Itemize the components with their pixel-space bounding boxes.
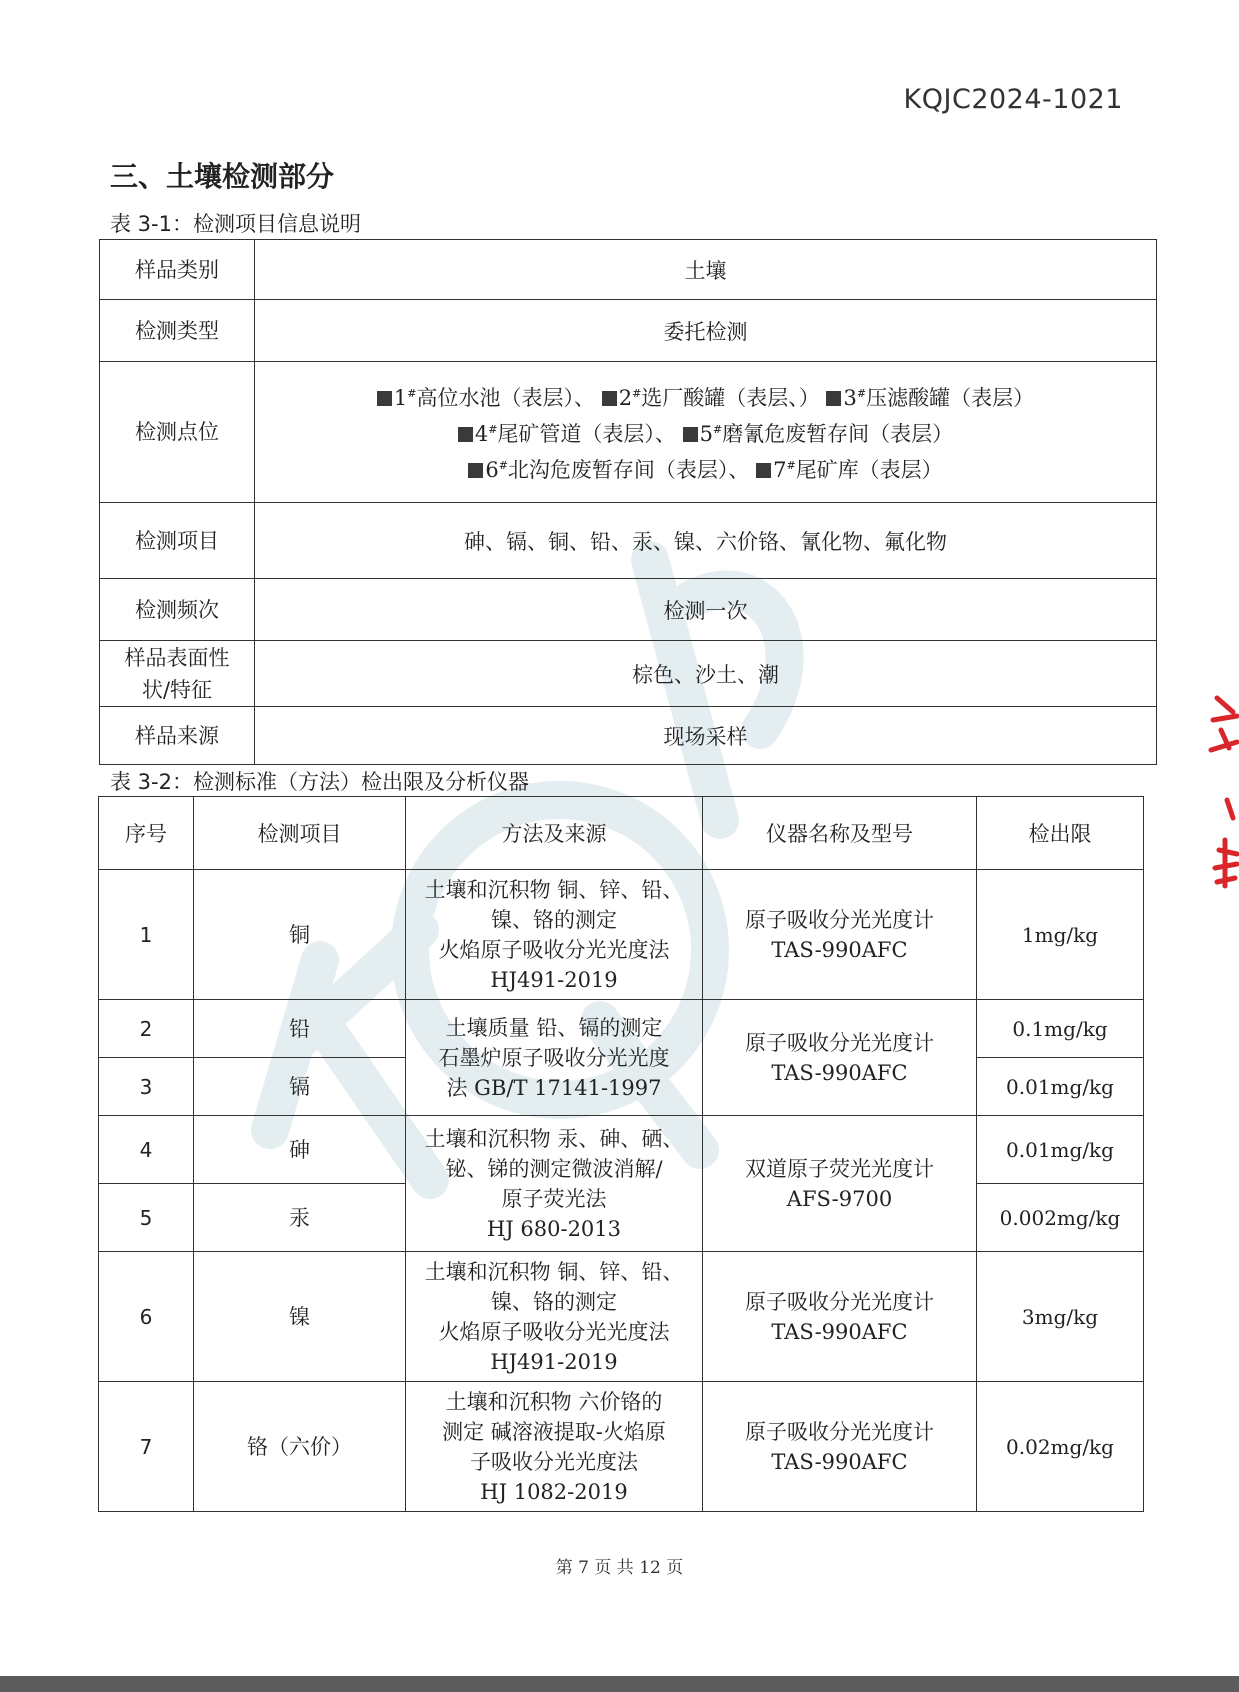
- test-point-item: 1#高位水池（表层）、: [377, 386, 595, 410]
- row-instrument: 原子吸收分光光度计 TAS-990AFC: [703, 870, 977, 1000]
- row-method: 土壤和沉积物 汞、砷、硒、 铋、锑的测定微波消解/ 原子荧光法 HJ 680-2013: [406, 1116, 703, 1252]
- table-row: [100, 240, 1157, 300]
- row-num: 4: [99, 1116, 194, 1184]
- table-row: [100, 641, 1157, 707]
- row-item: 铜: [194, 870, 406, 1000]
- row-limit: 1mg/kg: [977, 870, 1144, 1000]
- row-limit: 0.02mg/kg: [977, 1382, 1144, 1512]
- checkbox-checked-icon: [377, 391, 392, 406]
- table-row: [100, 579, 1157, 641]
- test-point-item: 6#北沟危废暂存间（表层）、: [468, 458, 749, 482]
- checkbox-checked-icon: [602, 391, 617, 406]
- test-frequency-value: 检测一次: [255, 579, 1157, 641]
- checkbox-checked-icon: [458, 427, 473, 442]
- row-num: 5: [99, 1184, 194, 1252]
- report-number: KQJC2024-1021: [903, 84, 1123, 115]
- test-items-label: 检测项目: [100, 503, 255, 579]
- test-info-table: [99, 239, 1157, 765]
- row-item: 铬（六价）: [194, 1382, 406, 1512]
- checkbox-checked-icon: [826, 391, 841, 406]
- table-row: [100, 300, 1157, 362]
- table-row: [99, 1000, 1144, 1058]
- page-footer: 第 7 页 共 12 页: [555, 1558, 684, 1578]
- row-method: 土壤和沉积物 六价铬的 测定 碱溶液提取-火焰原 子吸收分光光度法 HJ 1082-2019: [406, 1382, 703, 1512]
- row-instrument: 原子吸收分光光度计 TAS-990AFC: [703, 1000, 977, 1116]
- row-num: 3: [99, 1058, 194, 1116]
- test-point-item: 4#尾矿管道（表层）、: [458, 422, 676, 446]
- test-type-label: 检测类型: [100, 300, 255, 362]
- table2-caption: 表 3-2：检测标准（方法）检出限及分析仪器: [110, 770, 529, 794]
- row-method: 土壤和沉积物 铜、锌、铅、 镍、铬的测定 火焰原子吸收分光光度法 HJ491-2019: [406, 1252, 703, 1382]
- test-frequency-label: 检测频次: [100, 579, 255, 641]
- table-row: [99, 1382, 1144, 1512]
- row-item: 镉: [194, 1058, 406, 1116]
- row-item: 镍: [194, 1252, 406, 1382]
- test-items-value: 砷、镉、铜、铅、汞、镍、六价铬、氰化物、氟化物: [255, 503, 1157, 579]
- header-method: 方法及来源: [406, 797, 703, 870]
- row-limit: 0.1mg/kg: [977, 1000, 1144, 1058]
- header-num: 序号: [99, 797, 194, 870]
- row-limit: 3mg/kg: [977, 1252, 1144, 1382]
- test-points-value: [255, 362, 1157, 503]
- table1-caption: 表 3-1：检测项目信息说明: [110, 212, 361, 236]
- row-limit: 0.002mg/kg: [977, 1184, 1144, 1252]
- table-row: [100, 707, 1157, 765]
- test-point-item: 2#选厂酸罐（表层、）: [602, 386, 820, 410]
- header-item: 检测项目: [194, 797, 406, 870]
- sample-source-value: 现场采样: [255, 707, 1157, 765]
- row-item: 汞: [194, 1184, 406, 1252]
- table-row: [99, 870, 1144, 1000]
- table-row: [99, 1252, 1144, 1382]
- test-points-label: 检测点位: [100, 362, 255, 503]
- table-row: [100, 503, 1157, 579]
- row-limit: 0.01mg/kg: [977, 1058, 1144, 1116]
- row-num: 1: [99, 870, 194, 1000]
- row-instrument: 原子吸收分光光度计 TAS-990AFC: [703, 1252, 977, 1382]
- row-num: 7: [99, 1382, 194, 1512]
- section-title: 三、土壤检测部分: [110, 160, 335, 193]
- row-num: 2: [99, 1000, 194, 1058]
- header-instrument: 仪器名称及型号: [703, 797, 977, 870]
- table-header-row: [99, 797, 1144, 870]
- row-instrument: 原子吸收分光光度计 TAS-990AFC: [703, 1382, 977, 1512]
- checkbox-checked-icon: [468, 463, 483, 478]
- header-limit: 检出限: [977, 797, 1144, 870]
- test-type-value: 委托检测: [255, 300, 1157, 362]
- method-table: [98, 796, 1144, 1512]
- checkbox-checked-icon: [683, 427, 698, 442]
- scan-edge-band: [0, 1676, 1239, 1692]
- red-seal-stamp: [1203, 690, 1239, 900]
- row-limit: 0.01mg/kg: [977, 1116, 1144, 1184]
- test-point-item: 7#尾矿库（表层）: [756, 458, 943, 482]
- table-row: [100, 362, 1157, 503]
- sample-category-label: 样品类别: [100, 240, 255, 300]
- row-item: 砷: [194, 1116, 406, 1184]
- test-point-item: 5#磨氰危废暂存间（表层）: [683, 422, 954, 446]
- sample-category-value: 土壤: [255, 240, 1157, 300]
- row-method: 土壤和沉积物 铜、锌、铅、 镍、铬的测定 火焰原子吸收分光光度法 HJ491-2019: [406, 870, 703, 1000]
- table-row: [99, 1116, 1144, 1184]
- row-method: 土壤质量 铅、镉的测定 石墨炉原子吸收分光光度 法 GB/T 17141-1997: [406, 1000, 703, 1116]
- row-item: 铅: [194, 1000, 406, 1058]
- checkbox-checked-icon: [756, 463, 771, 478]
- row-num: 6: [99, 1252, 194, 1382]
- row-instrument: 双道原子荧光光度计 AFS-9700: [703, 1116, 977, 1252]
- sample-source-label: 样品来源: [100, 707, 255, 765]
- test-point-item: 3#压滤酸罐（表层）: [826, 386, 1034, 410]
- sample-appearance-value: 棕色、沙土、潮: [255, 641, 1157, 707]
- sample-appearance-label: 样品表面性 状/特征: [100, 641, 255, 707]
